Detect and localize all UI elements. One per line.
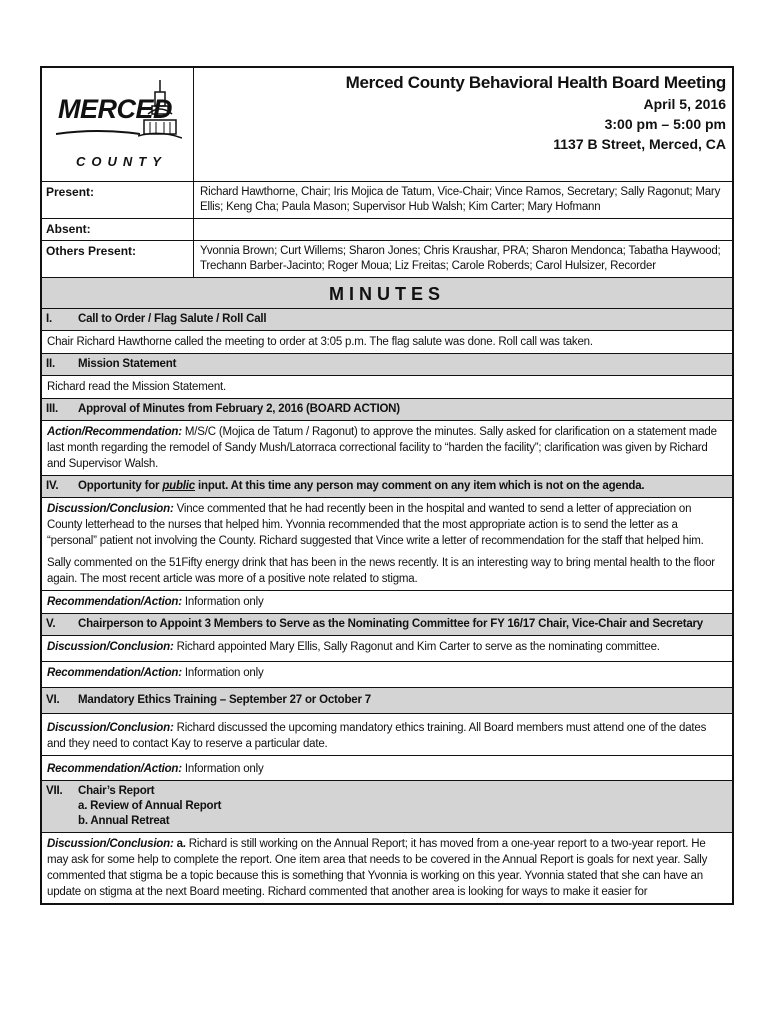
- recommendation-label: Recommendation/Action:: [47, 667, 182, 679]
- section-title: Mandatory Ethics Training – September 27 or October 7: [78, 694, 371, 706]
- section-text: Vince commented that he had recently been in the hospital and wanted to send a letter of appreciation on County letterhead to the nurses that helped him. Yvonnia recommended that the most appropriate action is to send the letter as a “personal” patient not involving the County. Richard suggested that Vince write a letter of recommendation for the staff that helped him.: [47, 503, 704, 547]
- meeting-time: 3:00 pm – 5:00 pm: [604, 116, 726, 132]
- section-heading: [42, 309, 732, 331]
- section-number: IV.: [46, 480, 59, 492]
- section-body: [42, 331, 732, 354]
- section-number: III.: [46, 403, 58, 415]
- absent-row: [42, 219, 732, 241]
- recommendation-row: [42, 591, 732, 614]
- action-label: Action/Recommendation:: [47, 426, 182, 438]
- absent-label: Absent:: [42, 219, 194, 240]
- sub-item-annual-retreat: b. Annual Retreat: [78, 815, 170, 827]
- discussion-label: Discussion/Conclusion:: [47, 838, 174, 850]
- logo-underline: [56, 128, 140, 138]
- section-number: V.: [46, 618, 56, 630]
- section-heading: [42, 476, 732, 498]
- logo-county-text: COUNTY: [76, 154, 167, 169]
- present-label: Present:: [42, 182, 194, 218]
- section-number: VII.: [46, 785, 63, 797]
- document-header: [42, 68, 732, 182]
- others-present-names: Yvonnia Brown; Curt Willems; Sharon Jones; Chris Kraushar, PRA; Sharon Mendonca; Tabatha Haywood; Trechann Barber-Jacinto; Roger Moua; Liz Freitas; Carole Roberds; Carol Hulsizer, Recorder: [200, 245, 721, 272]
- section-title: Call to Order / Flag Salute / Roll Call: [78, 313, 267, 325]
- section-heading: [42, 781, 732, 833]
- others-present-label: Others Present:: [42, 241, 194, 277]
- section-title: Chairperson to Appoint 3 Members to Serve as the Nominating Committee for FY 16/17 Chair, Vice-Chair and Secretary: [78, 618, 703, 630]
- recommendation-row: [42, 756, 732, 781]
- recommendation-text: Information only: [181, 667, 264, 679]
- section-title: Mission Statement: [78, 358, 177, 370]
- section-number: VI.: [46, 694, 60, 706]
- sub-item-annual-report: a. Review of Annual Report: [78, 800, 222, 812]
- section-title-post: input. At this time any person may comment on any item which is not on the agenda.: [195, 480, 645, 492]
- meeting-title: Merced County Behavioral Health Board Meeting: [345, 73, 726, 92]
- section-heading: [42, 399, 732, 421]
- section-body: [42, 421, 732, 476]
- section-body: [42, 636, 732, 662]
- merced-county-logo: [42, 68, 194, 181]
- section-body: [42, 714, 732, 756]
- recommendation-row: [42, 662, 732, 688]
- section-text: M/S/C (Mojica de Tatum / Ragonut) to approve the minutes. Sally asked for clarification on a statement made last month regarding the remodel of Sandy Mush/Latorraca correctional facility to “harden the facility”; clarification was given by Richard and Supervisor Walsh.: [47, 426, 717, 470]
- present-row: [42, 182, 732, 219]
- section-title-emphasis: public: [162, 480, 195, 492]
- section-text: Richard is still working on the Annual Report; it has moved from a one-year report to a two-year report. He may ask for some help to complete the report. One item area that needs to be covered in the Annual Report is goals for next year. Sally commented that stigma be a topic because this is something that Yvonnia is working on this year. Yvonnia stated that she can have an update on stigma at the next Board meeting. Richard commented that another area is looking for ways to make it easier for: [47, 838, 708, 898]
- section-text: Richard read the Mission Statement.: [47, 381, 227, 393]
- section-text: Richard discussed the upcoming mandatory ethics training. All Board members must attend one of the dates and they need to contact Kay to reserve a particular date.: [47, 722, 707, 750]
- section-text: Richard appointed Mary Ellis, Sally Ragonut and Kim Carter to serve as the nominating committee.: [173, 641, 660, 653]
- section-body: [42, 498, 732, 591]
- others-present-row: [42, 241, 732, 278]
- discussion-label: Discussion/Conclusion:: [47, 503, 174, 515]
- section-heading: [42, 688, 732, 714]
- meeting-address: 1137 B Street, Merced, CA: [553, 136, 726, 152]
- minutes-heading: MINUTES: [42, 278, 732, 309]
- meeting-date: April 5, 2016: [643, 96, 726, 112]
- section-text: Chair Richard Hawthorne called the meeting to order at 3:05 p.m. The flag salute was done. Roll call was taken.: [47, 336, 593, 348]
- section-number: II.: [46, 358, 55, 370]
- section-body: [42, 833, 732, 903]
- logo-wordmark: MERCED: [58, 94, 173, 124]
- minutes-document: [40, 66, 734, 905]
- recommendation-text: Information only: [181, 596, 264, 608]
- meeting-title-block: [194, 68, 732, 181]
- section-number: I.: [46, 313, 52, 325]
- recommendation-text: Information only: [181, 763, 264, 775]
- discussion-label: Discussion/Conclusion:: [47, 722, 174, 734]
- section-title: Chair’s Report: [78, 785, 155, 797]
- section-title-pre: Opportunity for: [78, 480, 163, 492]
- section-heading: [42, 614, 732, 636]
- section-title: Approval of Minutes from February 2, 2016 (BOARD ACTION): [78, 403, 400, 415]
- item-marker: a.: [173, 838, 186, 850]
- section-text: Sally commented on the 51Fifty energy drink that has been in the news recently. It is an interesting way to bring mental health to the floor again. The most recent article was more of a positive note related to stigma.: [47, 557, 715, 585]
- absent-names: [194, 219, 732, 240]
- section-heading: [42, 354, 732, 376]
- discussion-label: Discussion/Conclusion:: [47, 641, 174, 653]
- recommendation-label: Recommendation/Action:: [47, 596, 182, 608]
- recommendation-label: Recommendation/Action:: [47, 763, 182, 775]
- section-body: [42, 376, 732, 399]
- present-names: Richard Hawthorne, Chair; Iris Mojica de Tatum, Vice-Chair; Vince Ramos, Secretary; Sally Ragonut; Mary Ellis; Keng Cha; Paula Mason; Supervisor Hub Walsh; Kim Carter; Mary Hofmann: [200, 186, 721, 213]
